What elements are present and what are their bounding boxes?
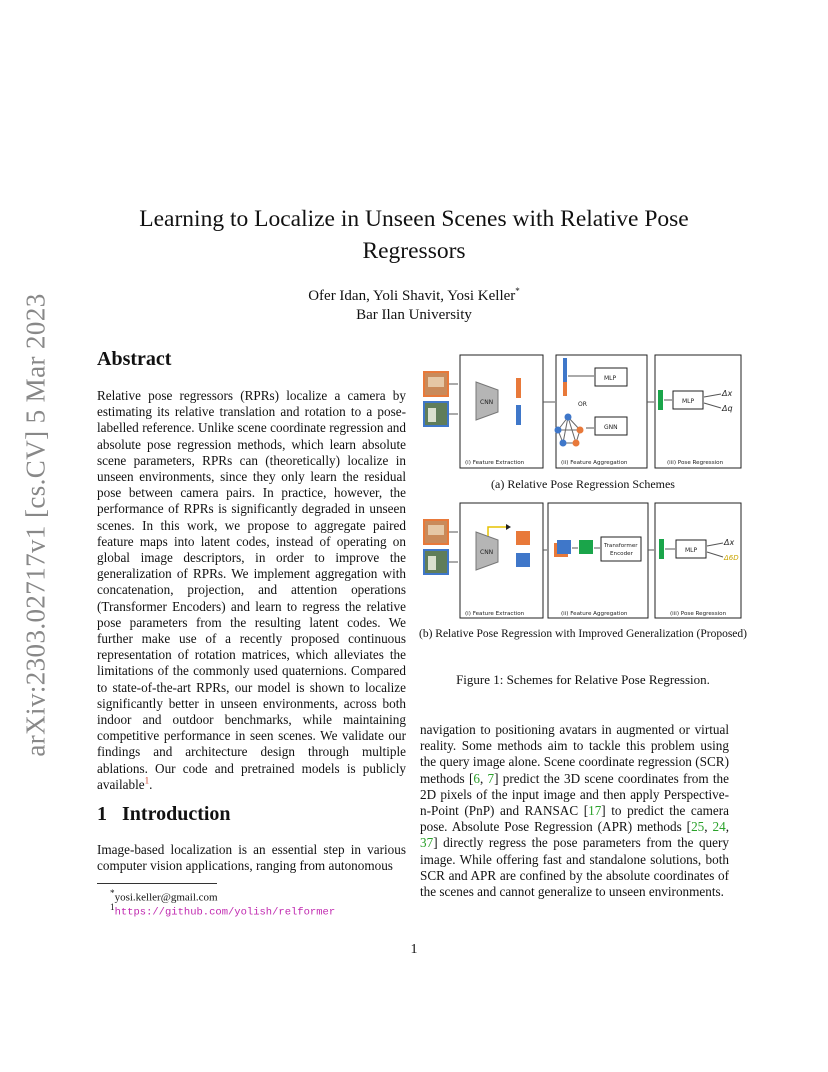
skip-connection-arrow (488, 527, 506, 536)
citation[interactable]: 24 (712, 819, 726, 835)
page-number: 1 (410, 942, 418, 957)
stage-label: (iii) Pose Regression (667, 460, 724, 466)
title-line-2: Regressors (362, 238, 466, 264)
transformer-label: Transformer (604, 543, 638, 549)
subcaption-a: (a) Relative Pose Regression Schemes (491, 477, 675, 491)
feature-extraction-box (460, 355, 543, 468)
projected-latent (579, 540, 593, 554)
delta-x-label: Δx (724, 538, 735, 547)
paired-feature-blue (557, 540, 571, 554)
gnn-label: GNN (604, 424, 618, 431)
mlp-label: MLP (604, 375, 617, 382)
cite-sep: , (479, 770, 488, 786)
cnn-label: CNN (480, 399, 494, 406)
citation[interactable]: 6 (473, 770, 480, 786)
citation[interactable]: 25 (691, 819, 705, 835)
footnote-ref[interactable]: 1 (144, 775, 150, 786)
intro-text: Image-based localization is an essential step in various computer vision applications, ranging from autonomous (97, 842, 406, 874)
footnote-one: 1 (110, 902, 115, 912)
footnote-url (110, 901, 335, 920)
stage-label: (iii) Pose Regression (670, 611, 727, 617)
latent-code (659, 539, 664, 559)
arxiv-sidebar (14, 290, 58, 760)
stage-label: (ii) Feature Aggregation (561, 611, 628, 617)
authors-block (90, 282, 738, 325)
author-list (90, 282, 738, 306)
delta-x-label: Δx (722, 389, 733, 398)
feature-extraction-box (460, 503, 543, 618)
latent-code (658, 390, 663, 410)
query-feature-map (516, 378, 521, 398)
mlp-label: MLP (685, 547, 698, 554)
abstract-end: . (149, 776, 153, 792)
title-line-1: Learning to Localize in Unseen Scenes with Relative Pose (139, 206, 689, 232)
arrow-line (704, 394, 721, 397)
rc-text-3: ] to predict the camera pose. Absolute Pose Regression (APR) methods [ (420, 803, 729, 835)
cite-sep: , (725, 819, 729, 835)
subcaption-b: (b) Relative Pose Regression with Improved Generalization (Proposed) (419, 628, 747, 640)
footnote-rule (97, 883, 217, 884)
concat-features-blue (563, 358, 567, 382)
mlp-label: MLP (682, 398, 695, 405)
right-column-text (420, 722, 729, 900)
authors: Ofer Idan, Yoli Shavit, Yosi Keller (308, 288, 516, 304)
abstract-text (97, 388, 406, 793)
image-building-detail (428, 556, 436, 570)
reference-feature-map (516, 405, 521, 425)
repo-link[interactable]: https://github.com/yolish/relformer (114, 906, 336, 919)
citation[interactable]: 37 (420, 835, 434, 851)
stage-label: (i) Feature Extraction (465, 611, 525, 617)
stage-label: (ii) Feature Aggregation (561, 460, 628, 466)
section-title: Introduction (122, 803, 231, 825)
rc-text-4: ] directly regress the pose parameters from the query image. While offering fast and standalone solutions, both SCR and APR are confined by the absolute coordinates of the scenes and cannot generalize to unseen environments. (420, 835, 729, 900)
footnote-email-text: yosi.keller@gmail.com (114, 891, 218, 904)
section-number: 1 (97, 803, 107, 825)
graph-nodes (555, 414, 584, 447)
affiliation: Bar Ilan University (356, 307, 472, 323)
arrow-head (506, 524, 511, 530)
reference-feature-map (516, 553, 530, 567)
delta-q-label: Δq (722, 404, 733, 413)
arxiv-identifier: arXiv:2303.02717v1 [cs.CV] 5 Mar 2023 (20, 293, 51, 757)
rc-text-1: navigation to positioning avatars in augmented or virtual reality. Some methods aim to tackle this problem using the query image alone. Scene coordinate regression (SCR) methods [ (420, 722, 729, 786)
citation[interactable]: 7 (487, 770, 495, 786)
footnote-star: * (110, 888, 115, 898)
rc-text-2: ] predict the 3D scene coordinates from the 2D pixels of the input image and then apply Perspective-n-Point (PnP) and RANSAC [ (420, 770, 729, 819)
arrow-line (707, 543, 723, 546)
cnn-label: CNN (480, 549, 494, 556)
citation[interactable]: 17 (588, 803, 602, 819)
abstract-body: Relative pose regressors (RPRs) localize a camera by estimating its relative translation and rotation to a pose-labelled reference. Unlike scene coordinate regression and absolute pose regression methods, which learn absolute scene parameters, RPRs can (theoretically) localize in unseen environments, since they only learn the residual pose between camera pairs. In practice, however, the performance of RPRs is significantly degraded in unseen scenes. In this work, we propose to aggregate paired feature maps into latent codes, instead of operating on global image descriptors, in order to improve the generalization of RPRs. We implement aggregation with concatenation, projection, and attention operations (Transformer Encoders) and learn to regress the relative pose parameters from the resulting latent codes. We further make use of a recently proposed continuous representation of rotation matrices, which alleviates the limitations of the commonly used quaternions. Compared to state-of-the-art RPRs, our model is shown to localize significantly better in unseen environments, across both indoor and outdoor benchmarks, while maintaining competitive performance in seen scenes. We validate our findings and architecture design through multiple ablations. Our code and pretrained models is publicly available (97, 388, 406, 792)
author-footnote-mark: * (515, 286, 520, 296)
transformer-encoder-box (601, 537, 641, 561)
paper-title (90, 203, 738, 267)
encoder-label: Encoder (610, 551, 633, 557)
image-building-detail (428, 408, 436, 422)
cite-sep: , (704, 819, 713, 835)
image-building-detail (428, 525, 444, 535)
stage-label: (i) Feature Extraction (465, 460, 525, 466)
intro-heading (97, 803, 406, 826)
image-building-detail (428, 377, 444, 387)
or-label: OR (578, 401, 587, 408)
query-feature-map (516, 531, 530, 545)
arrow-line (704, 403, 721, 408)
arrow-line (707, 552, 723, 557)
concat-features-orange (563, 382, 567, 396)
delta-6d-label: Δ6D (724, 554, 739, 562)
figure-caption: Figure 1: Schemes for Relative Pose Regression. (456, 672, 710, 687)
abstract-heading: Abstract (97, 348, 172, 370)
